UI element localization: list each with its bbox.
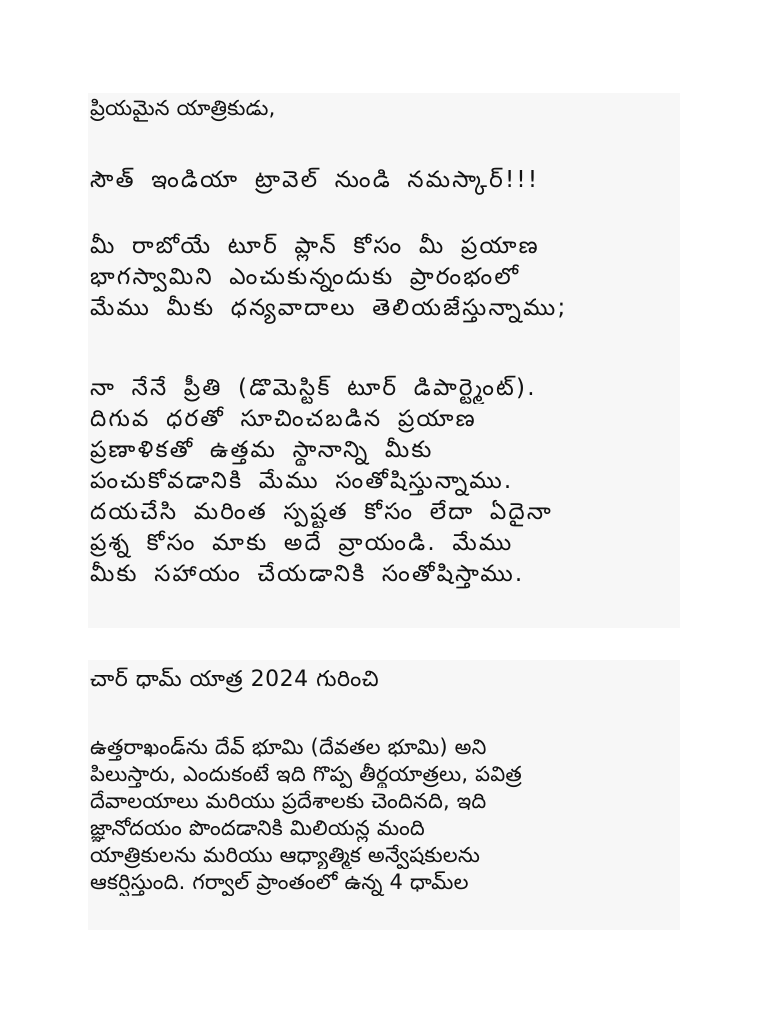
intro-line: ప్రశ్న కోసం మాకు అదే వ్రాయండి. మేము xyxy=(90,530,514,556)
thanks-line: భాగస్వామిని ఎంచుకున్నందుకు ప్రారంభంలో xyxy=(90,264,521,290)
section-heading-text: చార్ ధామ్ యాత్ర 2024 గురించి xyxy=(90,667,380,692)
intro-line: నా నేనే ప్రీతి (డొమెస్టిక్ టూర్ డిపార్ట్మెంట్). xyxy=(90,375,537,401)
section-heading xyxy=(90,665,674,695)
body-line: జ్ఞానోదయం పొందడానికి మిలియన్ల మంది xyxy=(90,816,425,840)
intro-paragraph xyxy=(90,373,674,590)
body-line: దేవాలయాలు మరియు ప్రదేశాలకు చెందినది, ఇది xyxy=(90,789,487,813)
intro-line: దిగువ ధరతో సూచించబడిన ప్రయాణ xyxy=(90,406,477,432)
intro-line: దయచేసి మరింత స్పష్టత కోసం లేదా ఏదైనా xyxy=(90,499,553,525)
salutation-text: ప్రియమైన యాత్రికుడు, xyxy=(90,96,276,120)
body-line: ఆకర్షిస్తుంది. గర్వాల్ ప్రాంతంలో ఉన్న 4 ధామ్‌ల xyxy=(90,870,469,894)
intro-line: ప్రణాళికతో ఉత్తమ స్థానాన్ని మీకు xyxy=(90,437,434,463)
greeting xyxy=(90,165,674,196)
body-line: ఉత్తరాఖండ్‌ను దేవ్ భూమి (దేవతల భూమి) అని xyxy=(90,735,487,759)
intro-line: పంచుకోవడానికి మేము సంతోషిస్తున్నాము. xyxy=(90,468,514,494)
thanks-paragraph xyxy=(90,231,674,324)
section-body xyxy=(90,734,674,896)
body-line: పిలుస్తారు, ఎందుకంటే ఇది గొప్ప తీర్థయాత్రలు, పవిత్ర xyxy=(90,762,522,786)
greeting-text: సౌత్ ఇండియా ట్రావెల్ నుండి నమస్కార్!!! xyxy=(90,167,540,193)
thanks-line: మేము మీకు ధన్యవాదాలు తెలియజేస్తున్నాము; xyxy=(90,295,568,321)
thanks-line: మీ రాబోయే టూర్ ప్లాన్ కోసం మీ ప్రయాణ xyxy=(90,233,540,259)
letter-block xyxy=(88,93,680,628)
char-dham-section xyxy=(88,660,680,930)
salutation xyxy=(90,95,674,122)
intro-line: మీకు సహాయం చేయడానికి సంతోషిస్తాము. xyxy=(90,561,525,587)
body-line: యాత్రికులను మరియు ఆధ్యాత్మిక అన్వేషకులను xyxy=(90,843,481,867)
